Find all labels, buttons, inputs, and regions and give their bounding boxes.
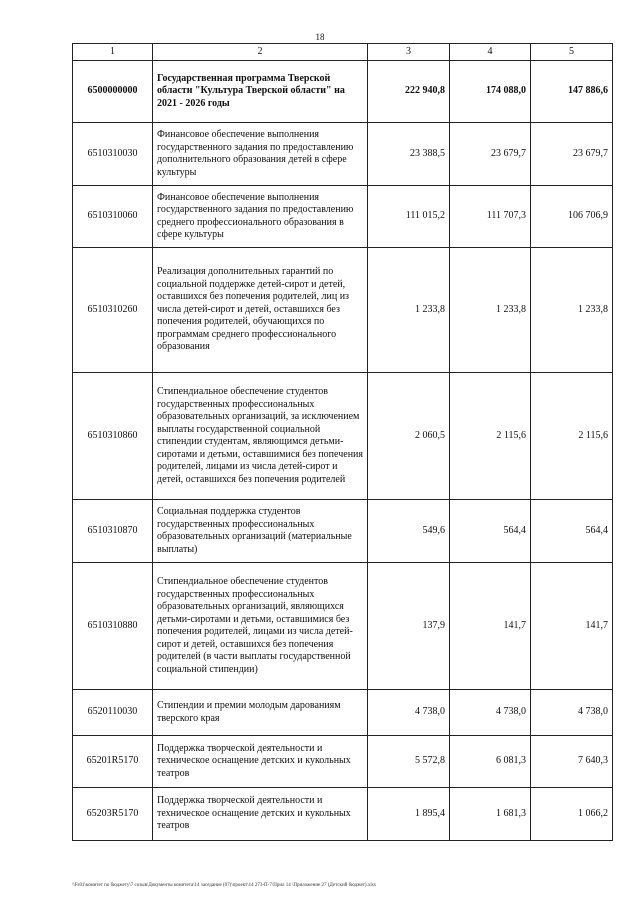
row-value-2022: 111 707,3: [450, 186, 531, 248]
row-code: 6500000000: [73, 61, 153, 123]
row-value-2023: 147 886,6: [531, 61, 613, 123]
row-value-2023: 564,4: [531, 500, 613, 563]
table-row: [73, 373, 613, 500]
row-value-2022: 2 115,6: [450, 373, 531, 500]
table-header-row: [73, 44, 613, 61]
row-name: Поддержка творческой деятельности и техническое оснащение детских и кукольных театров: [153, 736, 368, 788]
budget-table: [72, 43, 613, 841]
row-value-2021: 222 940,8: [368, 61, 450, 123]
row-value-2023: 2 115,6: [531, 373, 613, 500]
row-value-2021: 1 233,8: [368, 248, 450, 373]
row-value-2022: 1 681,3: [450, 788, 531, 841]
table-row: [73, 500, 613, 563]
column-header: 4: [450, 44, 531, 61]
table-row: [73, 690, 613, 736]
row-value-2022: 6 081,3: [450, 736, 531, 788]
column-header: 2: [153, 44, 368, 61]
row-code: 6510310880: [73, 563, 153, 690]
row-code: 65201R5170: [73, 736, 153, 788]
row-name: Реализация дополнительных гарантий по социальной поддержке детей-сирот и детей, оставшихся без попечения родителей, лиц из числа детей-сирот и детей, оставшихся без попечения родителей, обучающихся по программам среднего профессионального образования: [153, 248, 368, 373]
table-row: [73, 123, 613, 186]
row-name: Стипендиальное обеспечение студентов государственных профессиональных образовательных организаций, за исключением выплаты государственной социальной стипендии студентам, являющимся детьми-сиротами и детьми, оставшимися без попечения родителей, лицами из числа детей-сирот и детей, оставшихся без попечения родителей: [153, 373, 368, 500]
table-row: [73, 186, 613, 248]
row-value-2022: 564,4: [450, 500, 531, 563]
column-header: 5: [531, 44, 613, 61]
row-value-2023: 1 066,2: [531, 788, 613, 841]
page-number: 18: [315, 32, 325, 42]
row-value-2022: 141,7: [450, 563, 531, 690]
row-value-2022: 23 679,7: [450, 123, 531, 186]
row-value-2023: 141,7: [531, 563, 613, 690]
row-code: 6520110030: [73, 690, 153, 736]
row-code: 6510310260: [73, 248, 153, 373]
row-value-2021: 2 060,5: [368, 373, 450, 500]
row-name: Стипендиальное обеспечение студентов государственных профессиональных образовательных организаций, являющихся детьми-сиротами и детьми, оставшимися без попечения родителей, лицами из числа детей-сирот и детей, оставшихся без попечения родителей (в части выплаты государственной социальной стипендии): [153, 563, 368, 690]
row-value-2022: 174 088,0: [450, 61, 531, 123]
row-value-2021: 137,9: [368, 563, 450, 690]
row-value-2021: 111 015,2: [368, 186, 450, 248]
row-name: Финансовое обеспечение выполнения государственного задания по предоставлению дополнительного образования детей в сфере культуры: [153, 123, 368, 186]
row-name: Государственная программа Тверской области "Культура Тверской области" на 2021 - 2026 годы: [153, 61, 368, 123]
row-value-2021: 23 388,5: [368, 123, 450, 186]
row-value-2021: 549,6: [368, 500, 450, 563]
row-value-2022: 1 233,8: [450, 248, 531, 373]
row-code: 6510310060: [73, 186, 153, 248]
row-value-2021: 5 572,8: [368, 736, 450, 788]
table-row: [73, 61, 613, 123]
table-row: [73, 788, 613, 841]
table-row: [73, 248, 613, 373]
row-name: Финансовое обеспечение выполнения государственного задания по предоставлению среднего профессионального образования в сфере культуры: [153, 186, 368, 248]
row-value-2023: 1 233,8: [531, 248, 613, 373]
row-name: Поддержка творческой деятельности и техническое оснащение детских и кукольных театров: [153, 788, 368, 841]
row-value-2023: 23 679,7: [531, 123, 613, 186]
row-code: 6510310870: [73, 500, 153, 563]
row-name: Социальная поддержка студентов государственных профессиональных образовательных организаций (материальные выплаты): [153, 500, 368, 563]
row-name: Стипендии и премии молодым дарованиям тверского края: [153, 690, 368, 736]
row-value-2021: 1 895,4: [368, 788, 450, 841]
row-value-2023: 4 738,0: [531, 690, 613, 736]
table-row: [73, 563, 613, 690]
row-value-2023: 7 640,3: [531, 736, 613, 788]
row-code: 6510310860: [73, 373, 153, 500]
row-value-2022: 4 738,0: [450, 690, 531, 736]
row-value-2021: 4 738,0: [368, 690, 450, 736]
column-header: 1: [73, 44, 153, 61]
table-row: [73, 736, 613, 788]
row-value-2023: 106 706,9: [531, 186, 613, 248]
file-path-footer: \\Fs01\комитет по бюджету\7 созыв\Документы комитета\14 заседание (07)\проект\14 273-П-7\Прил 14 \Приложение 27 (Детский бюджет).xlsx: [72, 883, 377, 888]
row-code: 65203R5170: [73, 788, 153, 841]
row-code: 6510310030: [73, 123, 153, 186]
column-header: 3: [368, 44, 450, 61]
